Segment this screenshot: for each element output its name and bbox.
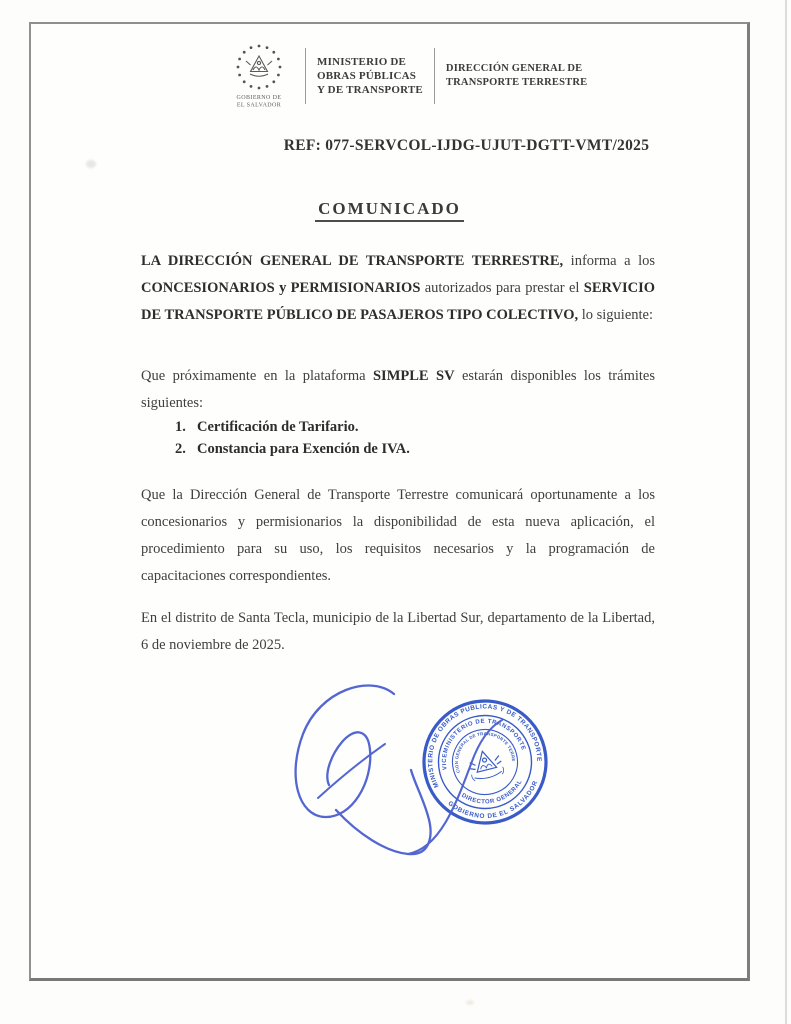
letterhead-divider xyxy=(305,48,306,104)
letterhead xyxy=(226,40,587,112)
reference-number: REF: 077-SERVCOL-IJDG-UJUT-DGTT-VMT/2025 xyxy=(283,137,650,154)
intro-text: lo siguiente: xyxy=(578,307,654,323)
intro-bold-dgtt: LA DIRECCIÓN GENERAL DE TRANSPORTE TERRESTRE, xyxy=(141,253,564,269)
ministry-line: MINISTERIO DE xyxy=(317,56,407,68)
paragraph-intro xyxy=(141,248,655,329)
stamp-middle-bottom-text: DIRECTOR GENERAL xyxy=(460,778,524,806)
stamp-inner-ring-text: DIRECCION GENERAL DE TRANSPORTE TERRESTRE xyxy=(453,731,517,774)
stamp-middle-top-text: VICEMINISTERIO DE TRANSPORTE xyxy=(441,718,527,771)
paragraph-date-place: En el distrito de Santa Tecla, municipio de la Libertad Sur, departamento de la Libertad, 6 de noviembre de 2025. xyxy=(141,610,655,653)
document-title: COMUNICADO xyxy=(315,199,464,222)
list-item xyxy=(175,416,655,438)
list-item-number: 1. xyxy=(175,419,186,435)
department-line: DIRECCIÓN GENERAL DE xyxy=(445,63,583,74)
list-item-text: Constancia para Exención de IVA. xyxy=(197,441,410,457)
logo-caption-line1: GOBIERNO DE xyxy=(236,95,282,101)
list-item-number: 2. xyxy=(175,441,186,457)
scan-smudge-artifact xyxy=(86,160,96,168)
stamp-outer-top-text: MINISTERIO DE OBRAS PUBLICAS Y DE TRANSPORTE xyxy=(427,703,543,789)
department-name xyxy=(446,62,587,90)
government-logo xyxy=(226,40,294,112)
stamp-outer-bottom-text: GOBIERNO DE EL SALVADOR xyxy=(446,779,540,821)
platform-text: Que próximamente en la plataforma xyxy=(141,368,373,384)
ministry-line: Y DE TRANSPORTE xyxy=(317,84,423,96)
logo-coat-of-arms-icon xyxy=(246,56,272,76)
intro-text: autorizados para prestar el xyxy=(420,280,584,296)
intro-bold-servicio: SERVICIO DE TRANSPORTE PÚBLICO DE PASAJEROS TIPO COLECTIVO, xyxy=(141,280,655,323)
logo-caption-line2: EL SALVADOR xyxy=(236,102,282,109)
paragraph-announcement: Que la Dirección General de Transporte Terrestre comunicará oportunamente a los concesionarios y permisionarios la disponibilidad de esta nueva aplicación, el procedimiento para su uso, los requisitos necesarios y la programación de capacitaciones correspondientes. xyxy=(141,487,655,584)
letterhead-divider xyxy=(434,48,435,104)
svg-text:MINISTERIO DE OBRAS PUBLICAS Y xyxy=(415,691,544,789)
official-round-stamp xyxy=(411,688,559,836)
ministry-line: OBRAS PÚBLICAS xyxy=(317,70,417,82)
platform-bold-simple-sv: SIMPLE SV xyxy=(372,368,455,384)
ministry-name xyxy=(317,55,423,97)
logo-star-ring xyxy=(237,45,282,90)
document-title-row xyxy=(29,199,750,222)
signature-and-stamp-block xyxy=(278,664,582,880)
stamp-coat-of-arms-icon xyxy=(467,747,505,781)
scan-speck-artifact xyxy=(466,1000,474,1005)
list-item xyxy=(175,438,655,460)
list-item-text: Certificación de Tarifario. xyxy=(197,419,359,435)
paragraph-platform xyxy=(141,363,655,417)
intro-bold-concesionarios: CONCESIONARIOS y PERMISIONARIOS xyxy=(141,280,421,296)
department-line: TRANSPORTE TERRESTRE xyxy=(445,77,588,88)
intro-text: informa a los xyxy=(563,253,655,269)
platform-text: estarán disponibles los trámites siguientes: xyxy=(141,368,655,411)
procedures-list xyxy=(175,416,655,460)
